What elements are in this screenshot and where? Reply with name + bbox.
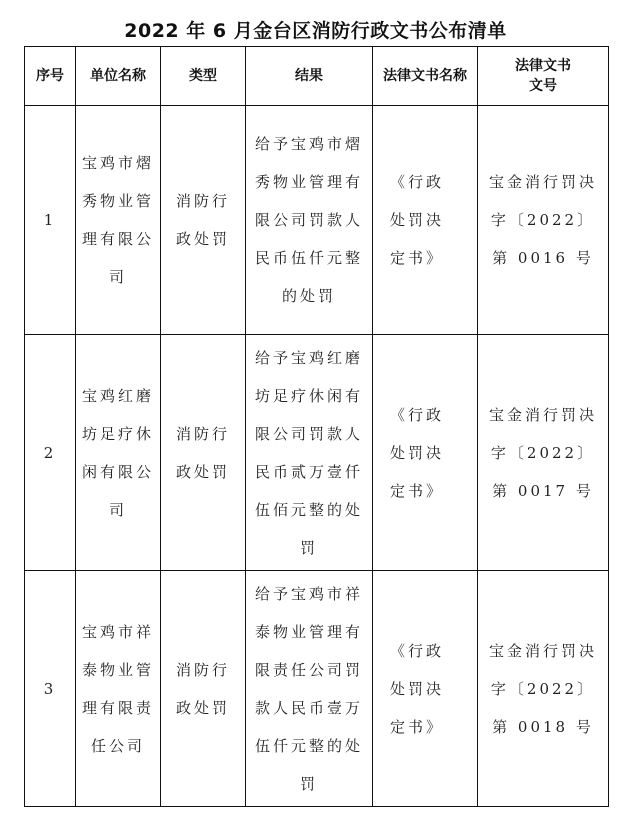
row-doc-name-text: 《行政处罚决定书》 [390,405,445,500]
row-serial-no-text: 2 [43,443,57,462]
row-result-text: 给予宝鸡红磨坊足疗休闲有限公司罚款人民币贰万壹仟伍佰元整的处罚 [255,348,364,557]
header-serial-no: 序号 [25,47,76,106]
header-doc-name: 法律文书名称 [373,47,478,106]
row-type [161,571,246,807]
table-row [25,571,609,807]
row-result-text: 给予宝鸡市祥泰物业管理有限责任公司罚款人民币壹万伍仟元整的处罚 [255,584,364,793]
row-unit-name [76,571,161,807]
table-row [25,106,609,335]
row-type [161,335,246,571]
row-doc-name [373,106,478,335]
row-doc-name-text: 《行政处罚决定书》 [390,641,445,736]
row-unit-name [76,106,161,335]
row-serial-no [25,106,76,335]
row-unit-name [76,335,161,571]
table-row [25,335,609,571]
row-doc-name [373,571,478,807]
row-unit-name-text: 宝鸡市熠秀物业管理有限公司 [81,154,154,286]
row-type-text: 消防行政处罚 [175,424,230,481]
row-doc-number [478,335,609,571]
row-result [246,571,373,807]
header-doc-number [478,47,609,106]
header-doc-number-line1: 法律文书 [515,58,571,74]
header-result: 结果 [246,47,373,106]
row-type-text: 消防行政处罚 [175,192,230,248]
header-unit-name: 单位名称 [76,47,161,106]
row-result [246,335,373,571]
row-doc-number [478,571,609,807]
row-doc-number-text: 宝金消行罚决字〔2022〕第 0016 号 [488,173,597,267]
row-doc-number [478,106,609,335]
row-type [161,106,246,335]
row-result-text: 给予宝鸡市熠秀物业管理有限公司罚款人民币伍仟元整的处罚 [255,135,364,305]
row-doc-number-text: 宝金消行罚决字〔2022〕第 0017 号 [488,405,597,500]
row-doc-number-text: 宝金消行罚决字〔2022〕第 0018 号 [488,641,597,736]
row-serial-no-text: 3 [43,679,57,698]
row-type-text: 消防行政处罚 [175,660,230,717]
row-doc-name [373,335,478,571]
page-title: 2022 年 6 月金台区消防行政文书公布清单 [124,20,507,42]
header-type: 类型 [161,47,246,106]
row-serial-no [25,335,76,571]
row-result [246,106,373,335]
row-unit-name-text: 宝鸡红磨坊足疗休闲有限公司 [81,386,154,519]
row-unit-name-text: 宝鸡市祥泰物业管理有限责任公司 [81,622,154,755]
header-doc-number-line2: 文号 [529,78,557,94]
table-header-row [25,47,609,106]
row-serial-no [25,571,76,807]
row-serial-no-text: 1 [43,211,57,229]
penalty-list-table [24,46,609,807]
row-doc-name-text: 《行政处罚决定书》 [390,173,445,267]
